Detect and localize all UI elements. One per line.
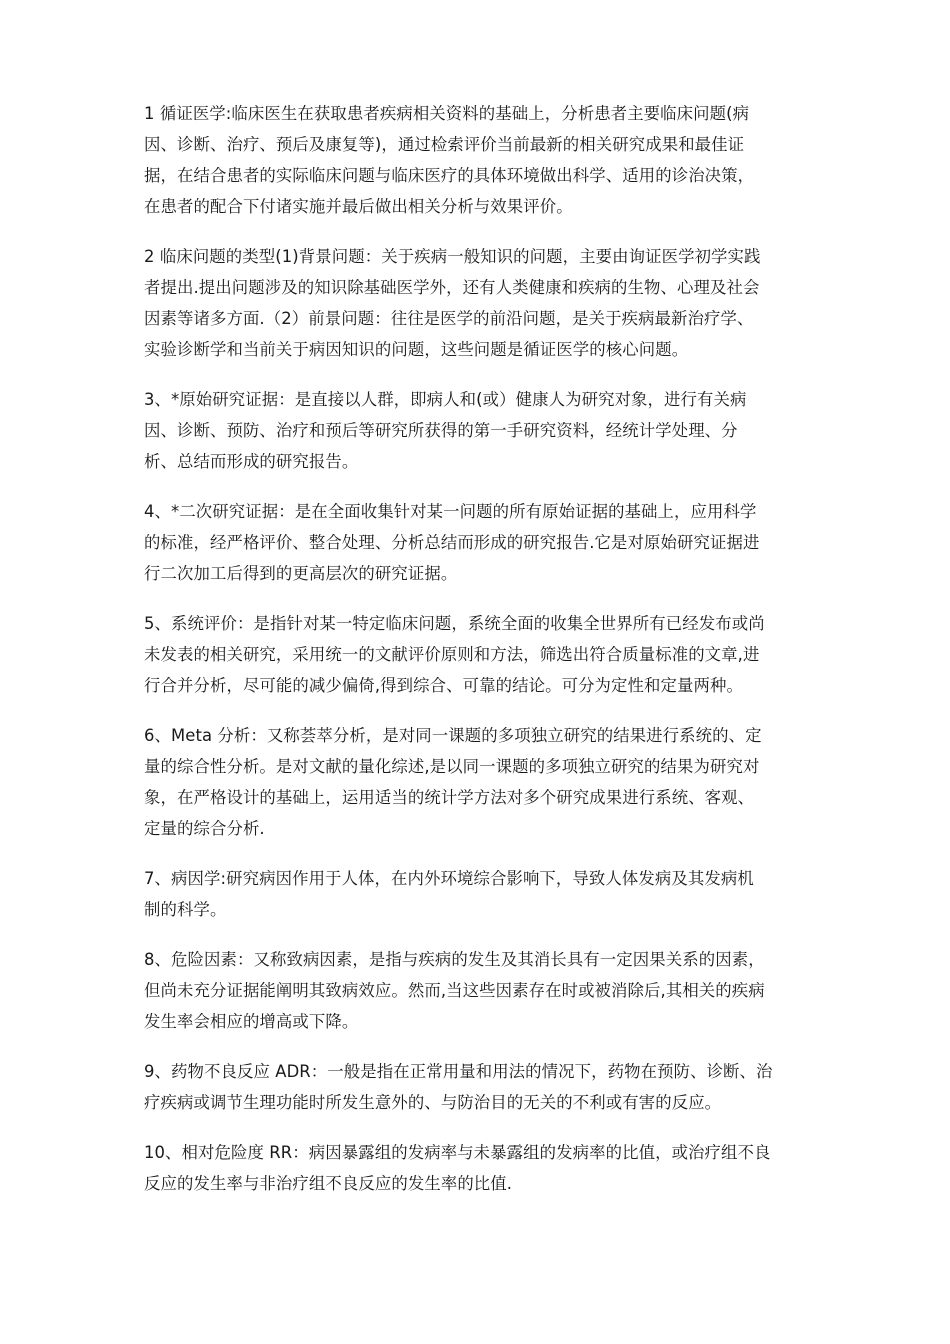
paragraph-7: 7、病因学:研究病因作用于人体，在内外环境综合影响下，导致人体发病及其发病机 制的科学。 — [144, 869, 754, 919]
paragraph-6: 6、Meta 分析：又称荟萃分析，是对同一课题的多项独立研究的结果进行系统的、定 量的综合性分析。是对文献的量化综述,是以同一课题的多项独立研究的结果为研究对 象，在严格设计的基础上，运用适当的统计学方法对多个研究成果进行系统、客观、 定量的综合分析. — [144, 726, 762, 838]
paragraph-5: 5、系统评价：是指针对某一特定临床问题，系统全面的收集全世界所有已经发布或尚 未发表的相关研究，采用统一的文献评价原则和方法，筛选出符合质量标准的文章,进 行合并分析，尽可能的减少偏倚,得到综合、可靠的结论。可分为定性和定量两种。 — [144, 614, 765, 695]
paragraph-10: 10、相对危险度 RR：病因暴露组的发病率与未暴露组的发病率的比值，或治疗组不良 反应的发生率与非治疗组不良反应的发生率的比值. — [144, 1143, 771, 1193]
paragraph-2: 2 临床问题的类型(1)背景问题：关于疾病一般知识的问题，主要由询证医学初学实践 者提出.提出问题涉及的知识除基础医学外，还有人类健康和疾病的生物、心理及社会 因素等诸多方面.（2）前景问题：往往是医学的前沿问题，是关于疾病最新治疗学、 实验诊断学和当前关于病因知识的问题，这些问题是循证医学的核心问题。 — [144, 247, 761, 359]
paragraph-4: 4、*二次研究证据：是在全面收集针对某一问题的所有原始证据的基础上，应用科学 的标准，经严格评价、整合处理、分析总结而形成的研究报告.它是对原始研究证据进 行二次加工后得到的更高层次的研究证据。 — [144, 502, 760, 583]
paragraph-1: 1 循证医学:临床医生在获取患者疾病相关资料的基础上，分析患者主要临床问题(病 因、诊断、治疗、预后及康复等)，通过检索评价当前最新的相关研究成果和最佳证 据，在结合患者的实际临床问题与临床医疗的具体环境做出科学、适用的诊治决策， 在患者的配合下付诸实施并最后做出相关分析与效果评价。 — [144, 104, 755, 216]
paragraph-3: 3、*原始研究证据：是直接以人群，即病人和(或）健康人为研究对象，进行有关病 因、诊断、预防、治疗和预后等研究所获得的第一手研究资料，经统计学处理、分 析、总结而形成的研究报告。 — [144, 390, 747, 471]
document-body — [144, 98, 812, 1218]
paragraph-9: 9、药物不良反应 ADR：一般是指在正常用量和用法的情况下，药物在预防、诊断、治 疗疾病或调节生理功能时所发生意外的、与防治目的无关的不利或有害的反应。 — [144, 1062, 773, 1112]
paragraph-8: 8、危险因素：又称致病因素，是指与疾病的发生及其消长具有一定因果关系的因素， 但尚未充分证据能阐明其致病效应。然而,当这些因素存在时或被消除后,其相关的疾病 发生率会相应的增高或下降。 — [144, 950, 765, 1031]
